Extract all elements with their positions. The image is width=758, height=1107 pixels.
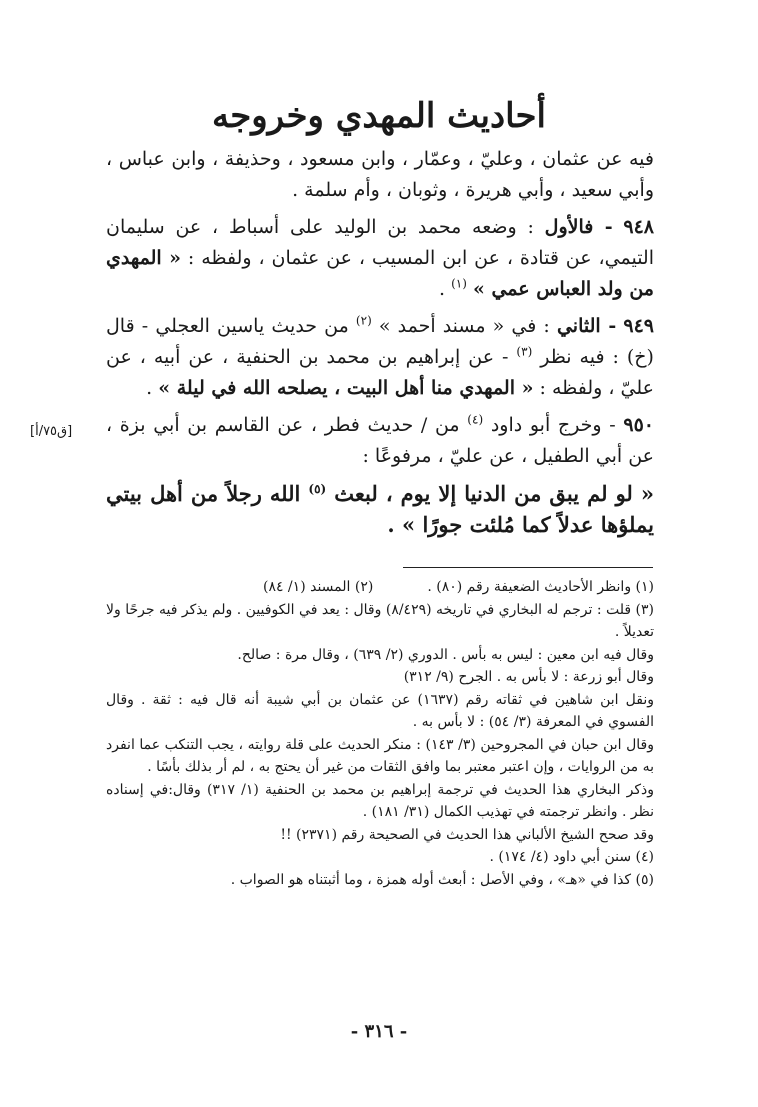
hadith-948: ٩٤٨ - فالأول : وضعه محمد بن الوليد على أسباط ، عن سليمان التيمي، عن قتادة ، عن ابن المسيب ، عن عثمان ، ولفظه : « المهدي من ولد العباس عمي » $^{(١)}$ . (106, 216, 654, 300)
hadith-label: فالأول (544, 216, 594, 238)
footnote-4: (٤) سنن أبي داود (٤/ ١٧٤) . (489, 849, 654, 865)
hadith-949: ٩٤٩ - الثاني : في « مسند أحمد » $^{(٢)}$ من حديث ياسين العجلي - قال (خ) : فيه نظر $^{(٣)}$ - عن إبراهيم بن محمد بن الحنفية ، عن أبيه ، عن عليّ ، ولفظه : « المهدي منا أهل البيت ، يصلحه الله في ليلة » . (106, 313, 654, 399)
hadith-text: : وضعه محمد بن الوليد على أسباط ، عن سليمان التيمي، عن قتادة ، عن ابن المسيب ، عن عثمان ، ولفظه : (106, 216, 654, 269)
main-text (106, 144, 654, 546)
page-title: أحاديث المهدي وخروجه (212, 96, 546, 136)
hadith-quote: الله رجلاً من أهل بيتي يملؤها عدلاً كما مُلئت جورًا » (106, 481, 654, 537)
hadith-quote: « المهدي من ولد العباس عمي » (106, 247, 654, 300)
footnote-3-line: وقال ابن حبان في المجروحين (٣/ ١٤٣) : منكر الحديث على قلة روايته ، يجب التنكب عما انفرد به من الروايات ، وإن اعتبر معتبر بما وافق الثقات من غير أن يحتج به ، لم أر بذلك بأسًا . (106, 736, 654, 775)
hadith-950 (106, 410, 654, 472)
hadith-950-quote: « لو لم يبق من الدنيا إلا يوم ، لبعث $^{(٥)}$ الله رجلاً من أهل بيتي يملؤها عدلاً كما مُلئت جورًا » . (106, 481, 654, 537)
hadith-quote: « لو لم يبق من الدنيا إلا يوم ، لبعث (334, 481, 654, 506)
footnote-ref: (٣) (516, 344, 533, 359)
hadith-text: - عن إبراهيم بن محمد بن الحنفية ، عن أبيه ، عن عليّ ، ولفظه : (106, 346, 654, 399)
intro-paragraph: فيه عن عثمان ، وعليّ ، وعمّار ، وابن مسعود ، وحذيفة ، وابن عباس ، وأبي سعيد ، وأبي هريرة ، وثوبان ، وأم سلمة . (106, 148, 654, 201)
hadith-text: من / حديث فطر ، عن القاسم بن أبي بزة ، عن أبي الطفيل ، عن عليّ ، مرفوعًا : (106, 414, 654, 467)
footnote-2: (٢) المسند (١/ ٨٤) (262, 579, 374, 595)
footnote-ref: (٢) (355, 313, 372, 328)
hadith-quote: « المهدي منا أهل البيت ، يصلحه الله في ليلة » (158, 377, 534, 399)
footnote-ref: (٤) (467, 412, 484, 427)
hadith-number: ٩٤٨ (623, 216, 654, 238)
footnote-1: (١) وانظر الأحاديث الضعيفة رقم (٨٠) . (427, 579, 654, 595)
page-number: - ٣١٦ - (350, 1021, 408, 1042)
footnote-separator (403, 567, 653, 568)
hadith-text: : في « مسند أحمد » (378, 315, 550, 337)
hadith-label: الثاني (556, 315, 601, 337)
hadith-number: ٩٥٠ (623, 414, 655, 436)
footnote-3-line: وقد صحح الشيخ الألباني هذا الحديث في الصحيحة رقم (٢٣٧١) !! (280, 826, 654, 843)
footnote-3: (٣) قلت : ترجم له البخاري في تاريخه (٨/٤٢٩) وقال : يعد في الكوفيين . ولم يذكر فيه جرحًا ولا تعديلاً . (106, 601, 654, 640)
footnote-3-line: وقال أبو زرعة : لا بأس به . الجرح (٩/ ٣١٢) (403, 669, 654, 685)
footnotes (106, 576, 654, 891)
hadith-text: من حديث ياسين العجلي - قال (خ) : فيه نظر (106, 315, 654, 368)
hadith-number: ٩٤٩ (623, 315, 654, 337)
footnote-3-line: وذكر البخاري هذا الحديث في ترجمة إبراهيم بن محمد بن الحنفية (١/ ٣١٧) وقال:في إسناده نظر . وانظر ترجمته في تهذيب الكمال (٣١/ ١٨١) . (106, 781, 654, 820)
hadith-text: - وخرج أبو داود (490, 414, 616, 436)
footnote-5: (٥) كذا في «هـ» ، وفي الأصل : أبعث أوله همزة ، وما أثبتناه هو الصواب . (230, 871, 654, 888)
footnote-3-line: وقال فيه ابن معين : ليس به بأس . الدوري (٢/ ٦٣٩) ، وقال مرة : صالح. (237, 646, 654, 663)
footnote-ref: (٥) (308, 482, 327, 496)
footnote-1-2 (106, 576, 654, 599)
footnote-ref: (١) (451, 276, 467, 291)
manuscript-folio-ref: [ق٧٥/أ] (30, 424, 73, 439)
footnote-3-line: ونقل ابن شاهين في ثقاته رقم (١٦٣٧) عن عثمان بن أبي شيبة أنه قال فيه : ثقة . وقال الفسوي في المعرفة (٣/ ٥٤) : لا بأس به . (106, 691, 654, 730)
